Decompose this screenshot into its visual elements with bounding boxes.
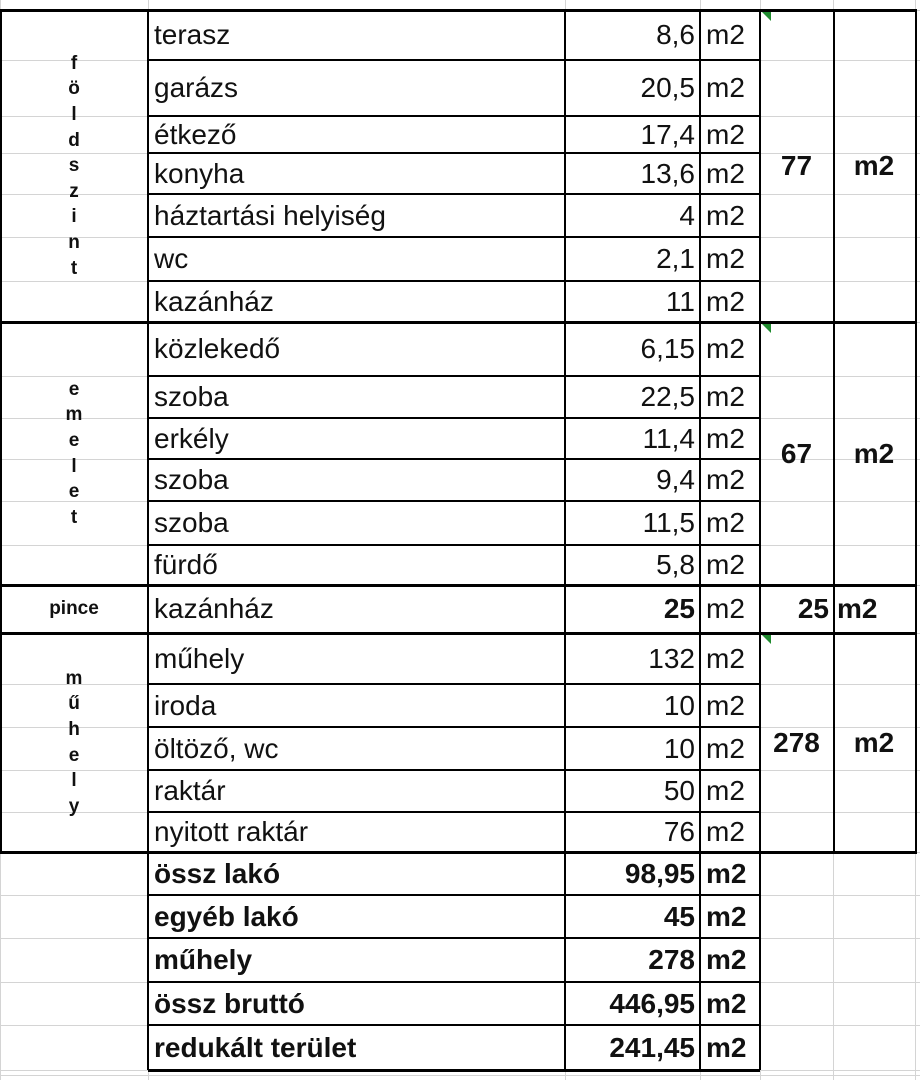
floor-label-letter: e [68,429,80,451]
cell-border [148,280,760,282]
room-area: 11 [665,285,695,317]
group-border [0,632,917,635]
floor-label-letter: l [71,770,77,792]
cell-border [564,10,566,1070]
room-name: iroda [154,689,217,721]
room-name: étkező [154,118,237,150]
room-area-unit: m2 [706,381,745,412]
room-area-unit: m2 [706,243,745,274]
summary-label: redukált terület [154,1031,357,1063]
summary-unit: m2 [706,1031,747,1063]
room-area-unit: m2 [706,593,745,624]
room-name: nyitott raktár [154,816,309,847]
floor-total-unit: m2 [853,437,895,469]
room-name: konyha [154,157,245,189]
floor-total: 25 [797,593,829,624]
cell-border [699,10,701,1070]
summary-label: össz bruttó [154,987,305,1019]
room-area: 25 [663,593,695,624]
floor-label-letter: t [70,257,78,279]
floor-label-letter: h [68,718,80,740]
comment-indicator-icon[interactable] [762,12,771,21]
room-name: kazánház [154,285,274,317]
floor-total-unit: m2 [853,150,895,181]
cell-border [148,236,760,238]
summary-unit: m2 [706,857,747,889]
floor-label-letter: f [70,52,78,74]
cell-border [833,10,835,852]
cell-border [148,1024,760,1026]
floor-label [0,10,148,322]
cell-border [148,811,760,813]
room-area: 22,5 [640,381,695,412]
room-area: 6,15 [640,333,695,364]
table-bottom-border [148,1069,760,1072]
room-name: műhely [154,642,245,674]
room-area: 8,6 [656,19,695,50]
room-area-unit: m2 [706,775,745,806]
room-area: 50 [663,775,695,806]
cell-border [148,375,760,377]
cell-border [148,152,760,154]
cell-border [148,726,760,728]
room-area-unit: m2 [706,118,745,150]
room-area-unit: m2 [706,199,745,231]
cell-border [148,981,760,983]
room-area-unit: m2 [706,732,745,764]
comment-indicator-icon[interactable] [762,324,771,333]
room-area-unit: m2 [706,642,745,674]
floor-label-letter: m [65,667,83,689]
room-name: wc [154,243,189,274]
cell-border [148,417,760,419]
room-area: 5,8 [656,549,695,580]
group-border [0,321,917,324]
group-border [0,851,917,854]
summary-unit: m2 [706,944,747,975]
room-area-unit: m2 [706,464,745,495]
room-name: szoba [154,381,229,412]
room-name: közlekedő [154,333,281,364]
summary-value: 278 [648,944,695,975]
room-area: 2,1 [656,243,695,274]
cell-border [148,59,760,61]
summary-value: 446,95 [609,987,695,1019]
room-area-unit: m2 [706,285,745,317]
room-area: 10 [663,689,695,721]
room-area-unit: m2 [706,19,745,50]
comment-indicator-icon[interactable] [762,635,771,644]
summary-label: műhely [154,944,253,975]
cell-border [148,544,760,546]
cell-border [148,937,760,939]
cell-border [148,683,760,685]
room-area: 132 [648,642,695,674]
cell-border [148,193,760,195]
room-area: 10 [663,732,695,764]
floor-total: 77 [780,150,813,181]
room-area-unit: m2 [706,422,745,454]
floor-label-letter: e [68,481,80,503]
room-area: 20,5 [640,72,695,103]
floor-label-letter: l [71,103,77,125]
floor-label-letter: m [65,404,83,426]
summary-value: 98,95 [624,857,695,889]
room-name: szoba [154,507,229,538]
room-area-unit: m2 [706,157,745,189]
floor-label-letter: z [69,180,79,202]
summary-value: 45 [663,900,695,932]
summary-unit: m2 [706,900,747,932]
summary-label: egyéb lakó [154,900,299,932]
cell-border [147,10,149,1070]
room-area: 11,5 [642,507,695,538]
room-area: 4 [679,199,695,231]
room-name: fürdő [154,549,218,580]
room-area-unit: m2 [706,72,745,103]
room-area-unit: m2 [706,549,745,580]
room-name: öltöző, wc [154,732,279,764]
room-area-unit: m2 [706,507,745,538]
floor-label-letter: ű [68,693,80,715]
floor-label-letter: ö [68,78,80,100]
cell-border [915,10,917,852]
cell-border [0,10,2,852]
room-area: 11,4 [642,422,695,454]
floor-total-unit: m2 [837,593,878,624]
floor-label [0,322,148,585]
room-area: 76 [663,816,695,847]
room-area: 17,4 [640,118,695,150]
floor-total: 67 [780,437,813,469]
floor-label-letter: t [70,506,78,528]
cell-border [148,500,760,502]
floor-label-letter: i [71,206,77,228]
summary-label: össz lakó [154,857,281,889]
room-area-unit: m2 [706,333,745,364]
cell-border [148,769,760,771]
cell-border [148,115,760,117]
group-border [0,9,917,12]
floor-label-letter: e [68,744,80,766]
floor-label-letter: d [68,129,80,151]
floor-label-letter: y [68,795,80,817]
room-name: háztartási helyiség [154,199,386,231]
room-area: 13,6 [640,157,695,189]
room-area: 9,4 [656,464,695,495]
room-name: garázs [154,72,239,103]
floor-label-letter: n [68,232,80,254]
floor-label-letter: e [68,378,80,400]
room-name: raktár [154,775,226,806]
floor-label-letter: s [68,155,80,177]
room-area-unit: m2 [706,689,745,721]
room-name: terasz [154,19,231,50]
floor-total-unit: m2 [853,726,895,758]
floor-label [0,633,148,852]
summary-value: 241,45 [609,1031,695,1063]
cell-border [759,10,761,1070]
floor-label-letter: l [71,455,77,477]
floor-label: pince [49,598,99,619]
room-name: kazánház [154,593,274,624]
floor-total: 278 [773,726,820,758]
cell-border [148,458,760,460]
room-area-unit: m2 [706,816,745,847]
room-name: erkély [154,422,229,454]
summary-unit: m2 [706,987,747,1019]
gridline-horizontal [0,1075,920,1076]
cell-border [148,894,760,896]
room-name: szoba [154,464,229,495]
group-border [0,584,917,587]
